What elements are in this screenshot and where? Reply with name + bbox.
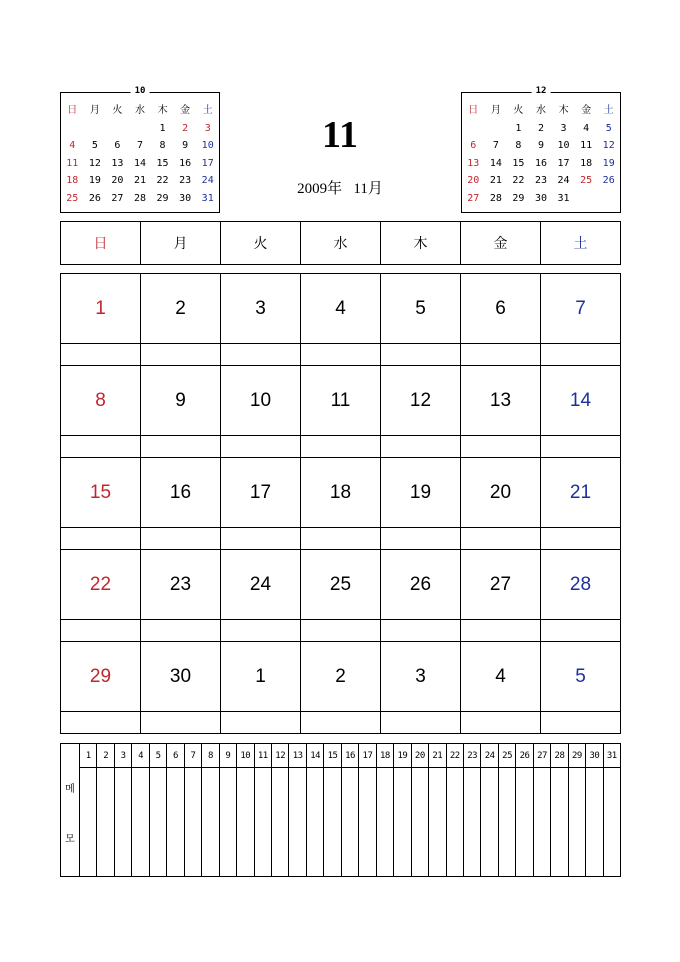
memo-cell[interactable] [359, 768, 375, 876]
day-cell[interactable]: 24 [221, 550, 301, 620]
memo-day-column [255, 744, 272, 876]
mini-day: 28 [489, 192, 502, 204]
mini-day: 26 [88, 192, 101, 204]
day-cell[interactable]: 3 [221, 274, 301, 344]
mini-day: 25 [580, 175, 593, 186]
memo-day-number: 18 [377, 744, 393, 768]
day-cell[interactable]: 22 [61, 550, 141, 620]
day-note-cell[interactable] [381, 712, 461, 734]
day-note-cell[interactable] [301, 712, 381, 734]
memo-day-number: 6 [167, 744, 183, 768]
day-cell[interactable]: 2 [141, 274, 221, 344]
day-cell[interactable]: 21 [541, 458, 621, 528]
memo-day-number: 22 [447, 744, 463, 768]
memo-table [60, 743, 621, 877]
memo-day-column [342, 744, 359, 876]
day-cell[interactable]: 4 [301, 274, 381, 344]
day-cell[interactable]: 6 [461, 274, 541, 344]
day-note-cell[interactable] [61, 712, 141, 734]
memo-day-column [464, 744, 481, 876]
day-cell[interactable]: 8 [61, 366, 141, 436]
memo-day-column [80, 744, 97, 876]
day-note-cell[interactable] [301, 344, 381, 366]
mini-day: 30 [179, 192, 192, 204]
mini-day [106, 120, 129, 138]
memo-day-number: 1 [80, 744, 96, 768]
memo-day-number: 14 [307, 744, 323, 768]
mini-calendar-next-grid [462, 102, 620, 207]
memo-day-number: 21 [429, 744, 445, 768]
mini-day: 9 [182, 140, 189, 151]
mini-day: 25 [66, 192, 79, 204]
weekday-label: 月 [141, 222, 221, 265]
day-cell[interactable]: 30 [141, 642, 221, 712]
memo-day-column [289, 744, 306, 876]
memo-day-number: 2 [97, 744, 113, 768]
memo-cell[interactable] [97, 768, 113, 876]
mini-day: 4 [583, 122, 590, 134]
mini-day: 24 [557, 175, 570, 186]
memo-day-column [447, 744, 464, 876]
week-row [60, 273, 621, 366]
memo-cell[interactable] [289, 768, 305, 876]
day-cell[interactable]: 28 [541, 550, 621, 620]
day-note-cell[interactable] [301, 436, 381, 458]
day-note-cell[interactable] [381, 436, 461, 458]
mini-day: 10 [201, 140, 214, 151]
memo-day-column [202, 744, 219, 876]
mini-day: 27 [111, 192, 124, 204]
day-cell[interactable]: 29 [61, 642, 141, 712]
memo-cell[interactable] [167, 768, 183, 876]
memo-day-number: 23 [464, 744, 480, 768]
day-cell[interactable]: 9 [141, 366, 221, 436]
memo-day-number: 28 [551, 744, 567, 768]
memo-day-number: 13 [289, 744, 305, 768]
memo-day-number: 5 [150, 744, 166, 768]
day-note-cell[interactable] [541, 344, 621, 366]
memo-day-number: 31 [604, 744, 620, 768]
mini-day: 30 [534, 192, 548, 204]
memo-cell[interactable] [255, 768, 271, 876]
mini-weekday-header: 火 [513, 105, 524, 116]
memo-cell[interactable] [272, 768, 288, 876]
mini-day: 1 [515, 122, 522, 134]
day-note-cell[interactable] [461, 712, 541, 734]
mini-weekday-header: 木 [558, 105, 569, 116]
day-cell[interactable]: 1 [221, 642, 301, 712]
mini-day: 5 [605, 122, 612, 134]
mini-calendar-next [461, 86, 621, 213]
memo-day-column [115, 744, 132, 876]
mini-weekday-header: 土 [202, 105, 213, 116]
mini-day: 23 [179, 175, 192, 186]
day-cell[interactable]: 25 [301, 550, 381, 620]
weekday-label: 火 [221, 222, 301, 265]
memo-day-column [237, 744, 254, 876]
day-note-cell[interactable] [141, 620, 221, 642]
mini-weekday-header: 日 [67, 105, 78, 116]
day-cell[interactable]: 12 [381, 366, 461, 436]
day-note-cell[interactable] [461, 620, 541, 642]
memo-cell[interactable] [429, 768, 445, 876]
memo-day-column [412, 744, 429, 876]
day-note-cell[interactable] [221, 436, 301, 458]
memo-day-column [272, 744, 289, 876]
mini-day: 15 [512, 157, 525, 169]
memo-cell[interactable] [202, 768, 218, 876]
mini-calendar-next-title: 12 [532, 84, 551, 98]
memo-cell[interactable] [534, 768, 550, 876]
week-row [60, 365, 621, 458]
mini-day: 23 [534, 175, 548, 186]
mini-day: 29 [512, 192, 525, 204]
mini-day: 24 [201, 175, 214, 186]
day-cell[interactable]: 5 [381, 274, 461, 344]
day-note-cell[interactable] [61, 528, 141, 550]
memo-day-number: 16 [342, 744, 358, 768]
year-month-subtitle: 2009年 11月 [297, 181, 383, 197]
mini-day: 11 [580, 140, 593, 151]
memo-cell[interactable] [307, 768, 323, 876]
mini-weekday-header: 土 [603, 105, 614, 116]
memo-day-number: 7 [185, 744, 201, 768]
mini-day: 27 [467, 192, 480, 204]
memo-cell[interactable] [220, 768, 236, 876]
day-note-cell[interactable] [141, 528, 221, 550]
mini-day: 7 [492, 140, 499, 151]
memo-day-column [569, 744, 586, 876]
memo-day-number: 29 [569, 744, 585, 768]
mini-weekday-header: 水 [535, 105, 546, 116]
day-note-cell[interactable] [141, 344, 221, 366]
memo-cell[interactable] [499, 768, 515, 876]
memo-day-number: 11 [255, 744, 271, 768]
mini-day: 18 [580, 157, 593, 169]
mini-day [597, 190, 620, 208]
day-note-cell[interactable] [221, 344, 301, 366]
mini-day: 15 [156, 157, 169, 169]
mini-day: 6 [470, 140, 477, 151]
mini-day: 4 [69, 140, 76, 151]
mini-day: 19 [602, 157, 615, 169]
day-cell[interactable]: 3 [381, 642, 461, 712]
day-note-cell[interactable] [381, 344, 461, 366]
memo-day-number: 8 [202, 744, 218, 768]
weekday-label: 日 [61, 222, 141, 265]
memo-cell[interactable] [412, 768, 428, 876]
mini-day: 10 [557, 140, 570, 151]
mini-day: 9 [537, 140, 544, 151]
day-note-cell[interactable] [461, 528, 541, 550]
mini-day: 3 [560, 122, 567, 134]
memo-day-column [359, 744, 376, 876]
mini-day: 31 [557, 192, 570, 204]
memo-day-number: 12 [272, 744, 288, 768]
day-note-cell[interactable] [461, 344, 541, 366]
mini-calendar-prev-title: 10 [131, 84, 150, 98]
memo-cell[interactable] [237, 768, 253, 876]
mini-day: 31 [201, 192, 214, 204]
day-cell[interactable]: 7 [541, 274, 621, 344]
day-cell[interactable]: 18 [301, 458, 381, 528]
memo-day-number: 10 [237, 744, 253, 768]
mini-day: 19 [88, 175, 101, 186]
memo-cell[interactable] [324, 768, 340, 876]
memo-cell[interactable] [551, 768, 567, 876]
mini-day: 8 [159, 140, 166, 151]
memo-day-column [97, 744, 114, 876]
day-note-cell[interactable] [221, 528, 301, 550]
day-note-cell[interactable] [541, 528, 621, 550]
memo-day-column [481, 744, 498, 876]
mini-day [129, 120, 152, 138]
day-note-cell[interactable] [221, 712, 301, 734]
week-row [60, 457, 621, 550]
memo-day-column [429, 744, 446, 876]
memo-cell[interactable] [342, 768, 358, 876]
mini-day: 8 [515, 140, 522, 151]
memo-cell[interactable] [132, 768, 148, 876]
memo-day-number: 24 [481, 744, 497, 768]
memo-cell[interactable] [586, 768, 602, 876]
weekday-label: 金 [461, 222, 541, 265]
mini-day: 17 [557, 157, 570, 169]
mini-weekday-header: 月 [89, 105, 100, 116]
memo-day-column [220, 744, 237, 876]
memo-cell[interactable] [394, 768, 410, 876]
memo-cell[interactable] [464, 768, 480, 876]
memo-label [61, 744, 80, 876]
weekday-header [60, 221, 621, 265]
day-note-cell[interactable] [381, 620, 461, 642]
memo-cell[interactable] [569, 768, 585, 876]
day-note-cell[interactable] [541, 436, 621, 458]
memo-day-column [534, 744, 551, 876]
mini-day: 7 [136, 140, 143, 151]
mini-day: 14 [489, 157, 502, 169]
memo-cell[interactable] [80, 768, 96, 876]
day-cell[interactable]: 4 [461, 642, 541, 712]
mini-calendar-prev [60, 86, 220, 213]
mini-day: 20 [467, 175, 480, 186]
memo-day-column [394, 744, 411, 876]
day-note-cell[interactable] [61, 344, 141, 366]
day-cell[interactable]: 27 [461, 550, 541, 620]
day-cell[interactable]: 5 [541, 642, 621, 712]
mini-weekday-header: 金 [180, 105, 191, 116]
mini-day [84, 120, 107, 138]
mini-day: 20 [111, 175, 124, 186]
memo-day-number: 15 [324, 744, 340, 768]
mini-day [575, 190, 598, 208]
day-note-cell[interactable] [61, 620, 141, 642]
mini-day: 2 [182, 122, 189, 134]
day-cell[interactable]: 17 [221, 458, 301, 528]
day-note-cell[interactable] [381, 528, 461, 550]
mini-day: 16 [179, 157, 192, 169]
day-note-cell[interactable] [141, 712, 221, 734]
day-cell[interactable]: 10 [221, 366, 301, 436]
mini-day: 1 [159, 122, 166, 134]
memo-day-column [586, 744, 603, 876]
memo-cell[interactable] [481, 768, 497, 876]
mini-day: 6 [114, 140, 121, 151]
month-title: 11 [322, 114, 358, 156]
mini-weekday-header: 月 [490, 105, 501, 116]
week-row [60, 641, 621, 734]
memo-day-number: 25 [499, 744, 515, 768]
memo-day-number: 27 [534, 744, 550, 768]
memo-cell[interactable] [447, 768, 463, 876]
memo-cell[interactable] [185, 768, 201, 876]
memo-day-column [185, 744, 202, 876]
mini-weekday-header: 水 [134, 105, 145, 116]
mini-day: 5 [91, 140, 98, 151]
mini-day: 13 [111, 157, 124, 169]
mini-day [61, 120, 84, 138]
weekday-label: 土 [541, 222, 621, 265]
memo-day-column [307, 744, 324, 876]
memo-cell[interactable] [150, 768, 166, 876]
mini-day: 17 [201, 157, 214, 169]
weekday-label: 木 [381, 222, 461, 265]
memo-columns [80, 744, 620, 876]
day-note-cell[interactable] [541, 712, 621, 734]
day-note-cell[interactable] [541, 620, 621, 642]
memo-day-number: 26 [516, 744, 532, 768]
day-cell[interactable]: 1 [61, 274, 141, 344]
memo-cell[interactable] [377, 768, 393, 876]
day-note-cell[interactable] [301, 620, 381, 642]
memo-day-number: 9 [220, 744, 236, 768]
memo-label-bottom: 모 [65, 834, 75, 845]
mini-day: 22 [512, 175, 525, 186]
day-cell[interactable]: 15 [61, 458, 141, 528]
week-row [60, 549, 621, 642]
memo-cell[interactable] [115, 768, 131, 876]
mini-day: 21 [133, 175, 147, 186]
day-cell[interactable]: 26 [381, 550, 461, 620]
memo-day-column [516, 744, 533, 876]
memo-day-column [167, 744, 184, 876]
day-note-cell[interactable] [221, 620, 301, 642]
day-note-cell[interactable] [461, 436, 541, 458]
day-note-cell[interactable] [61, 436, 141, 458]
mini-day: 28 [133, 192, 147, 204]
day-cell[interactable]: 23 [141, 550, 221, 620]
day-note-cell[interactable] [141, 436, 221, 458]
memo-day-column [132, 744, 149, 876]
memo-day-column [604, 744, 620, 876]
memo-day-column [324, 744, 341, 876]
mini-weekday-header: 火 [112, 105, 123, 116]
mini-day: 29 [156, 192, 169, 204]
weekday-label: 水 [301, 222, 381, 265]
day-cell[interactable]: 14 [541, 366, 621, 436]
day-cell[interactable]: 11 [301, 366, 381, 436]
day-cell[interactable]: 2 [301, 642, 381, 712]
memo-day-number: 20 [412, 744, 428, 768]
mini-weekday-header: 日 [468, 105, 479, 116]
memo-cell[interactable] [604, 768, 620, 876]
mini-day: 12 [88, 157, 101, 169]
mini-day: 26 [602, 175, 615, 186]
memo-label-top: 메 [65, 784, 75, 795]
memo-day-number: 3 [115, 744, 131, 768]
mini-day: 11 [66, 157, 79, 169]
mini-day: 14 [133, 157, 147, 169]
mini-day: 13 [467, 157, 480, 169]
memo-day-number: 4 [132, 744, 148, 768]
memo-day-number: 17 [359, 744, 375, 768]
mini-calendar-prev-grid [61, 102, 219, 207]
memo-day-column [150, 744, 167, 876]
memo-day-column [377, 744, 394, 876]
mini-day: 12 [602, 140, 615, 151]
memo-day-number: 30 [586, 744, 602, 768]
mini-day [485, 120, 508, 138]
memo-day-column [499, 744, 516, 876]
mini-day [462, 120, 485, 138]
memo-day-column [551, 744, 568, 876]
mini-day: 22 [156, 175, 169, 186]
day-cell[interactable]: 20 [461, 458, 541, 528]
day-cell[interactable]: 16 [141, 458, 221, 528]
mini-day: 3 [204, 122, 211, 134]
mini-day: 2 [537, 122, 544, 134]
day-cell[interactable]: 13 [461, 366, 541, 436]
mini-day: 16 [534, 157, 548, 169]
mini-weekday-header: 金 [581, 105, 592, 116]
mini-day: 21 [489, 175, 502, 186]
memo-day-number: 19 [394, 744, 410, 768]
day-note-cell[interactable] [301, 528, 381, 550]
memo-cell[interactable] [516, 768, 532, 876]
mini-day: 18 [66, 175, 79, 186]
day-cell[interactable]: 19 [381, 458, 461, 528]
mini-weekday-header: 木 [157, 105, 168, 116]
